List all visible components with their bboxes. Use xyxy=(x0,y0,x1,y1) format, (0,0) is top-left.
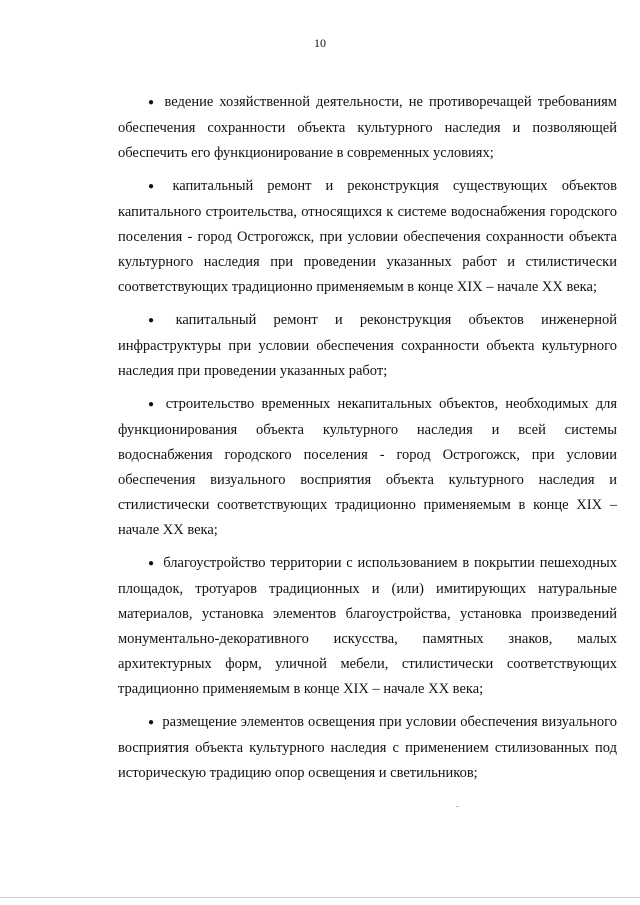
bullet-icon: ● xyxy=(148,717,155,728)
bullet-icon: ● xyxy=(148,97,157,108)
bullet-icon: ● xyxy=(148,558,156,569)
bullet-icon: ● xyxy=(148,315,168,326)
list-item-text: строительство временных некапитальных объектов, необходимых для функционирования объекта культурного наследия и всей системы водоснабжения городского поселения - город Острогожск, при условии обеспечения визуального восприятия объекта культурного наследия и стилистически соответствующих традиционно применяемым в конце XIX – начале XX века; xyxy=(118,396,618,538)
bullet-list xyxy=(118,90,617,794)
list-item xyxy=(118,710,617,786)
list-item-text: благоустройство территории с использованием в покрытии пешеходных площадок, тротуаров традиционных и (или) имитирующих натуральные материалов, установка элементов благоустройства, установка произведений монументально-декоративного искусства, памятных знаков, малых архитектурных форм, уличной мебели, стилистически соответствующих традиционно применяемым в конце XIX – начале XX века; xyxy=(118,555,618,697)
list-item-text: размещение элементов освещения при условии обеспечения визуального восприятия объекта культурного наследия с применением стилизованных под историческую традицию опор освещения и светильников; xyxy=(118,714,618,781)
list-item xyxy=(118,308,617,384)
list-item xyxy=(118,90,617,166)
bullet-icon: ● xyxy=(148,181,165,192)
bullet-icon: ● xyxy=(148,399,158,410)
list-item-text: капитальный ремонт и реконструкция объектов инженерной инфраструктуры при условии обеспечения сохранности объекта культурного наследия при проведении указанных работ; xyxy=(118,312,617,379)
list-item-text: капитальный ремонт и реконструкция существующих объектов капитального строительства, относящихся к системе водоснабжения городского поселения - город Острогожск, при условии обеспечения сохранности объекта культурного наследия при проведении указанных работ и стилистически соответствующих традиционно применяемым в конце XIX – начале XX века; xyxy=(118,178,617,295)
page-bottom-edge xyxy=(0,897,640,898)
list-item xyxy=(118,174,617,300)
list-item xyxy=(118,392,617,543)
list-item xyxy=(118,551,617,702)
page-number: 10 xyxy=(314,36,326,50)
list-item-text: ведение хозяйственной деятельности, не противоречащей требованиям обеспечения сохранности объекта культурного наследия и позволяющей обеспечить его функционирование в современных условиях; xyxy=(118,94,617,161)
scan-speck xyxy=(456,806,459,807)
